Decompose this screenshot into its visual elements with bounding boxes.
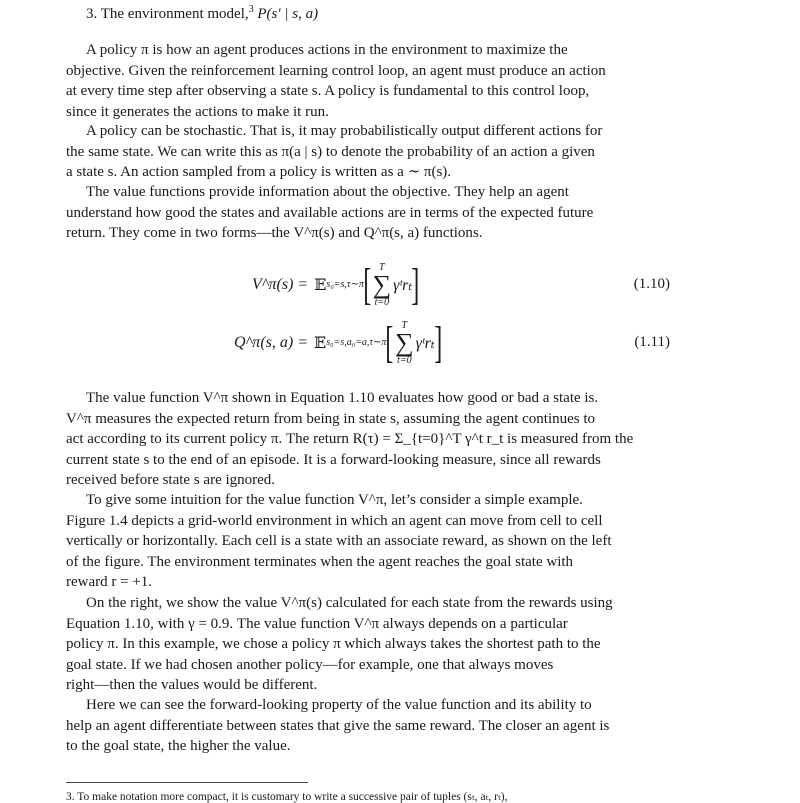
equation-number: (1.10) [633, 276, 670, 292]
text-line: Figure 1.4 depicts a grid-world environment in which an agent can move from cell to cell [66, 512, 603, 529]
text-line: received before state s are ignored. [66, 472, 276, 488]
text-line: current state s to the end of an episode. It is a forward-looking measure, since all rewards [66, 451, 601, 468]
list-item-formula: P(s′ | s, a) [257, 6, 319, 22]
summand: γᵗrₜ [415, 335, 435, 352]
text-line: help an agent differentiate between states that give the same reward. The closer an agent is [66, 717, 610, 734]
text-line: objective. Given the reinforcement learning control loop, an agent must produce an action [66, 62, 606, 79]
right-bracket: ] [434, 318, 443, 367]
expectation-symbol: 𝔼 [314, 335, 327, 352]
text-line: A policy π is how an agent produces actions in the environment to maximize the [86, 42, 568, 58]
sum-upper-limit: T [379, 262, 385, 273]
equation-1-11: Q^π(s, a) = 𝔼 s₀=s,a₀=a,τ∼π [ T ∑ t=0 γᵗrₜ ] (1.11) [234, 318, 670, 367]
text-line: act according to its current policy π. The return R(τ) = Σ_{t=0}^T γ^t r_t is measured from the [66, 431, 634, 447]
list-item-text: 3. The environment model, [86, 6, 249, 22]
summation [395, 320, 414, 366]
footnote-marker: 3 [248, 4, 254, 15]
right-bracket: ] [411, 260, 420, 309]
text-line: A policy can be stochastic. That is, it may probabilistically output different actions for [86, 123, 603, 139]
text-line: at every time step after observing a state s. A policy is fundamental to this control loop, [66, 83, 590, 99]
left-bracket: [ [363, 260, 372, 309]
text-line: the same state. We can write this as π(a | s) to denote the probability of an action a given [66, 143, 595, 160]
text-line: a state s. An action sampled from a policy is written as a ∼ π(s). [66, 164, 452, 180]
text-line: return. They come in two forms—the V^π(s) and Q^π(s, a) functions. [66, 225, 483, 241]
sum-lower-limit: t=0 [374, 297, 390, 308]
left-bracket: [ [385, 318, 394, 367]
paragraph-value-calculation [66, 593, 670, 696]
text-line: to the goal state, the higher the value. [66, 738, 291, 754]
text-line: Equation 1.10, with γ = 0.9. The value function V^π always depends on a particular [66, 615, 568, 632]
text-line: The value functions provide information about the objective. They help an agent [86, 184, 569, 200]
text-line: policy π. In this example, we chose a policy π which always takes the shortest path to the [66, 636, 601, 652]
text-line: since it generates the actions to make it run. [66, 103, 329, 120]
equation-lhs: Q^π(s, a) = [234, 334, 308, 351]
equation-number: (1.11) [634, 334, 670, 350]
summand: γᵗrₜ [393, 277, 413, 294]
text-line: To give some intuition for the value function V^π, let’s consider a simple example. [86, 492, 583, 508]
paragraph-value-function-v [66, 388, 670, 491]
footnote-text: 3. To make notation more compact, it is customary to write a successive pair of tuples (sₜ, aₜ, rₜ), [66, 791, 508, 803]
text-line: V^π measures the expected return from being in state s, assuming the agent continues to [66, 410, 596, 427]
text-line: understand how good the states and available actions are in terms of the expected future [66, 204, 594, 221]
footnote-divider [66, 782, 308, 783]
summation [373, 262, 392, 308]
text-line: reward r = +1. [66, 574, 153, 590]
paragraph-grid-world-example [66, 490, 670, 593]
sum-lower-limit: t=0 [397, 355, 412, 366]
text-line: vertically or horizontally. Each cell is a state with an associate reward, as shown on the left [66, 533, 612, 549]
list-item-environment-model [86, 6, 318, 23]
text-line: The value function V^π shown in Equation 1.10 evaluates how good or bad a state is. [86, 390, 599, 406]
paragraph-forward-looking [66, 695, 670, 757]
text-line: Here we can see the forward-looking property of the value function and its ability to [86, 697, 592, 713]
equation-1-10: V^π(s) = 𝔼 s₀=s,τ∼π [ T ∑ t=0 γᵗrₜ ] (1.10) [252, 260, 670, 309]
text-line: of the figure. The environment terminates when the agent reaches the goal state with [66, 553, 574, 570]
equation-lhs: V^π(s) = [252, 276, 309, 293]
sum-upper-limit: T [401, 320, 408, 331]
text-line: On the right, we show the value V^π(s) calculated for each state from the rewards using [86, 595, 613, 611]
text-line: goal state. If we had chosen another policy—for example, one that always moves [66, 656, 554, 673]
paragraph-value-functions [66, 182, 670, 244]
paragraph-stochastic-policy [66, 121, 670, 183]
sigma-symbol: ∑ [395, 328, 414, 357]
paragraph-policy-definition [66, 40, 670, 122]
expectation-symbol: 𝔼 [314, 277, 327, 294]
text-line: right—then the values would be different. [66, 677, 318, 693]
sigma-symbol: ∑ [372, 270, 392, 299]
